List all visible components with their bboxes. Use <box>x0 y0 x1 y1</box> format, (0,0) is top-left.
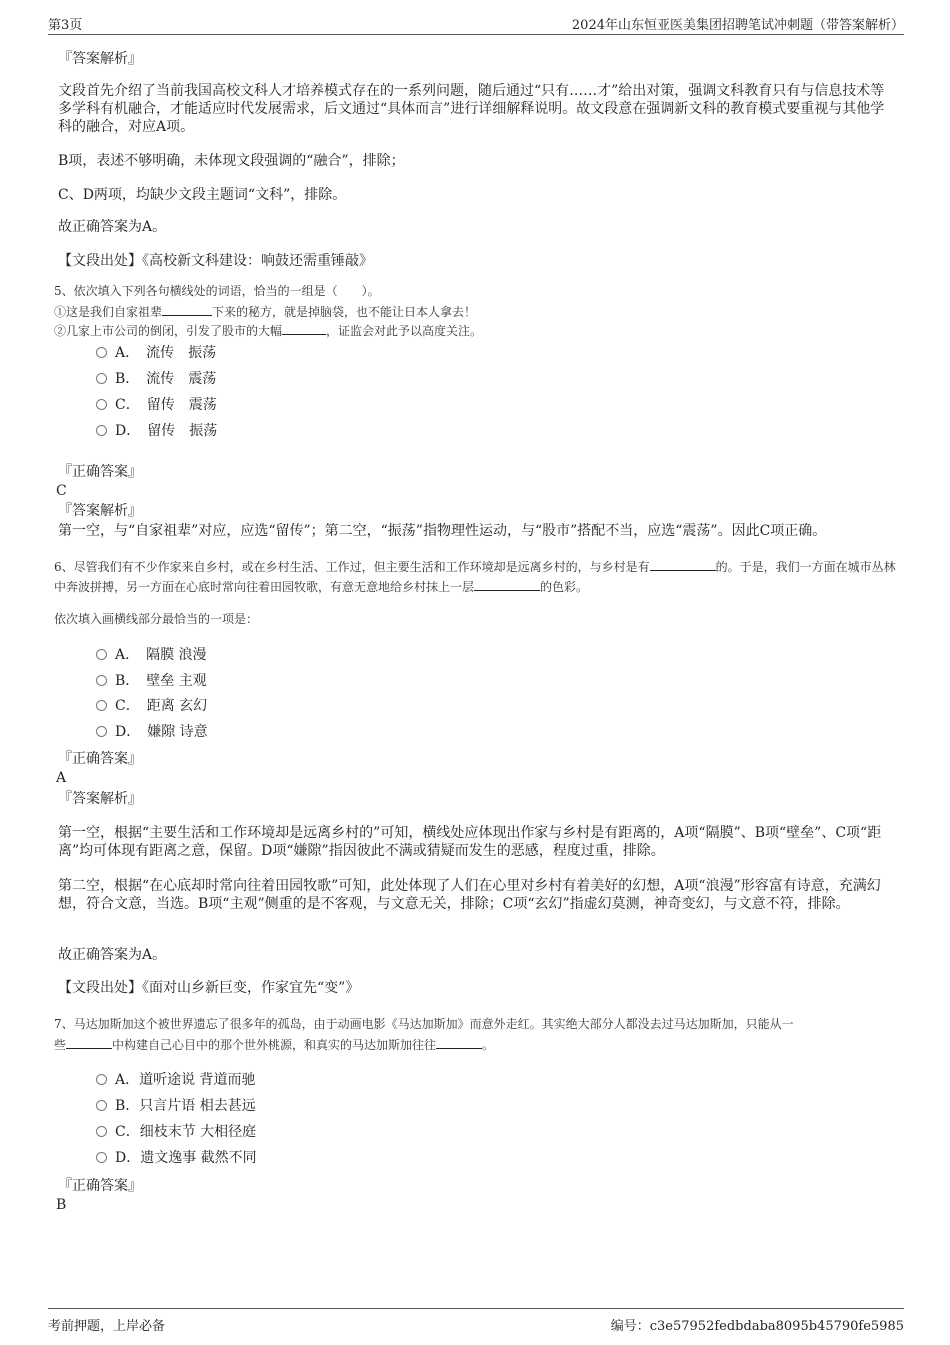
q5-option-b[interactable] <box>96 370 216 388</box>
radio-icon[interactable] <box>96 649 107 660</box>
option-label: C．细枝末节 大相径庭 <box>115 1124 257 1140</box>
page-footer <box>48 1308 904 1334</box>
q5-analysis-label: 『答案解析』 <box>58 503 142 519</box>
blank <box>474 578 540 591</box>
option-label: C． 留传 震荡 <box>115 397 217 413</box>
page-header <box>48 14 904 35</box>
q6-option-b[interactable] <box>96 672 207 690</box>
radio-icon[interactable] <box>96 399 107 410</box>
document-id: 编号：c3e57952fedbdaba8095b45790fe5985 <box>610 1319 904 1334</box>
radio-icon[interactable] <box>96 425 107 436</box>
q5-sentence-2 <box>54 322 482 340</box>
q6-option-d[interactable] <box>96 723 208 741</box>
q6-stem-b: 的。于是，我们一方面在城市丛林中奔波拼搏，另一方面在心底时常向往着田园牧歌，有意无意地给乡村抹上一层 <box>54 560 896 594</box>
option-label: B． 流传 震荡 <box>115 371 217 387</box>
q7-stem-b3: 。 <box>482 1038 495 1052</box>
q6-analysis-p3: 故正确答案为A。 <box>58 947 167 963</box>
radio-icon[interactable] <box>96 726 107 737</box>
q7-option-c[interactable] <box>96 1123 256 1141</box>
radio-icon[interactable] <box>96 1152 107 1163</box>
footer-slogan: 考前押题，上岸必备 <box>48 1319 166 1334</box>
option-label: D． 嫌隙 诗意 <box>115 724 208 740</box>
q6-analysis-p2: 第二空，根据“在心底却时常向往着田园牧歌”可知，此处体现了人们在心里对乡村有着美好的幻想，A项“浪漫”形容富有诗意，充满幻想，符合文意，当选。B项“主观”侧重的是不客观，与文意无关，排除；C项“玄幻”指虚幻莫测，神奇变幻，与文意不符，排除。 <box>58 878 881 912</box>
q7-stem-b1: 些 <box>54 1038 67 1052</box>
q6-answer: A <box>56 770 67 786</box>
q7-stem-line2 <box>54 1036 494 1054</box>
option-label: D．遗文逸事 截然不同 <box>115 1150 257 1166</box>
q4-source: 【文段出处】《高校新文科建设：响鼓还需重锤敲》 <box>58 253 373 269</box>
q6-stem-a: 6、尽管我们有不少作家来自乡村，或在乡村生活、工作过，但主要生活和工作环境却是远离乡村的，与乡村是有 <box>54 560 650 574</box>
q5-s2-before: ②几家上市公司的倒闭，引发了股市的大幅 <box>54 324 283 338</box>
blank <box>436 1036 482 1049</box>
option-label: A．道听途说 背道而驰 <box>115 1072 256 1088</box>
q5-option-c[interactable] <box>96 396 217 414</box>
q5-s2-after: ，证监会对此予以高度关注。 <box>326 324 483 338</box>
q6-analysis-label: 『答案解析』 <box>58 791 142 807</box>
q5-s1-after: 下来的秘方，就是掉脑袋，也不能让日本人拿去！ <box>212 305 477 319</box>
blank <box>650 558 716 571</box>
q6-source: 【文段出处】《面对山乡新巨变，作家宜先“变”》 <box>58 980 360 996</box>
q6-option-c[interactable] <box>96 697 207 715</box>
option-label: B． 壁垒 主观 <box>115 673 207 689</box>
q5-stem: 5、依次填入下列各句横线处的词语，恰当的一组是（ ）。 <box>54 284 380 298</box>
radio-icon[interactable] <box>96 1126 107 1137</box>
q4-analysis-p2: B项，表述不够明确，未体现文段强调的“融合”，排除； <box>58 153 405 169</box>
option-label: A． 流传 振荡 <box>115 345 217 361</box>
q6-stem-c: 的色彩。 <box>540 580 589 594</box>
q7-option-b[interactable] <box>96 1097 256 1115</box>
radio-icon[interactable] <box>96 1100 107 1111</box>
q5-analysis: 第一空，与“自家祖辈”对应，应选“留传”；第二空，“振荡”指物理性运动，与“股市”搭配不当，应选“震荡”。因此C项正确。 <box>58 523 827 539</box>
q6-option-a[interactable] <box>96 646 207 664</box>
q7-stem-b2: 中构建自己心目中的那个世外桃源，和真实的马达加斯加往往 <box>112 1038 437 1052</box>
q4-analysis-label: 『答案解析』 <box>58 51 142 67</box>
option-label: A． 隔膜 浪漫 <box>115 647 207 663</box>
radio-icon[interactable] <box>96 347 107 358</box>
q5-sentence-1 <box>54 303 476 321</box>
radio-icon[interactable] <box>96 373 107 384</box>
blank <box>66 1036 112 1049</box>
q6-prompt: 依次填入画横线部分最恰当的一项是： <box>54 612 259 626</box>
blank <box>162 303 212 316</box>
q7-stem-line1: 7、马达加斯加这个被世界遗忘了很多年的孤岛，由于动画电影《马达加斯加》而意外走红。其实绝大部分人都没去过马达加斯加，只能从一 <box>54 1017 794 1031</box>
option-label: D． 留传 振荡 <box>115 423 218 439</box>
option-label: C． 距离 玄幻 <box>115 698 208 714</box>
radio-icon[interactable] <box>96 1074 107 1085</box>
q7-option-d[interactable] <box>96 1149 257 1167</box>
q7-option-a[interactable] <box>96 1071 256 1089</box>
option-label: B．只言片语 相去甚远 <box>115 1098 256 1114</box>
q6-stem <box>54 557 899 597</box>
blank <box>282 322 326 335</box>
radio-icon[interactable] <box>96 675 107 686</box>
q5-answer: C <box>56 483 67 499</box>
q6-answer-label: 『正确答案』 <box>58 751 142 767</box>
q4-analysis-p4: 故正确答案为A。 <box>58 219 167 235</box>
q5-option-d[interactable] <box>96 422 217 440</box>
q5-s1-before: ①这是我们自家祖辈 <box>54 305 163 319</box>
q7-answer: B <box>56 1197 67 1213</box>
q7-answer-label: 『正确答案』 <box>58 1178 142 1194</box>
radio-icon[interactable] <box>96 700 107 711</box>
q5-answer-label: 『正确答案』 <box>58 464 142 480</box>
document-title: 2024年山东恒亚医美集团招聘笔试冲刺题（带答案解析） <box>571 18 904 33</box>
q4-analysis-p3: C、D两项，均缺少文段主题词“文科”，排除。 <box>58 187 347 203</box>
q5-option-a[interactable] <box>96 344 216 362</box>
page-number: 第3页 <box>48 18 83 33</box>
q4-analysis-p1: 文段首先介绍了当前我国高校文科人才培养模式存在的一系列问题，随后通过“只有……才”给出对策，强调文科教育只有与信息技术等多学科有机融合，才能适应时代发展需求，后文通过“具体而言”进行详细解释说明。故文段意在强调新文科的教育模式要重视与其他学科的融合，对应A项。 <box>58 83 885 135</box>
q6-analysis-p1: 第一空，根据“主要生活和工作环境却是远离乡村的”可知，横线处应体现出作家与乡村是有距离的，A项“隔膜”、B项“壁垒”、C项“距离”均可体现有距离之意，保留。D项“嫌隙”指因彼此不满或猜疑而发生的恶感，程度过重，排除。 <box>58 825 882 859</box>
